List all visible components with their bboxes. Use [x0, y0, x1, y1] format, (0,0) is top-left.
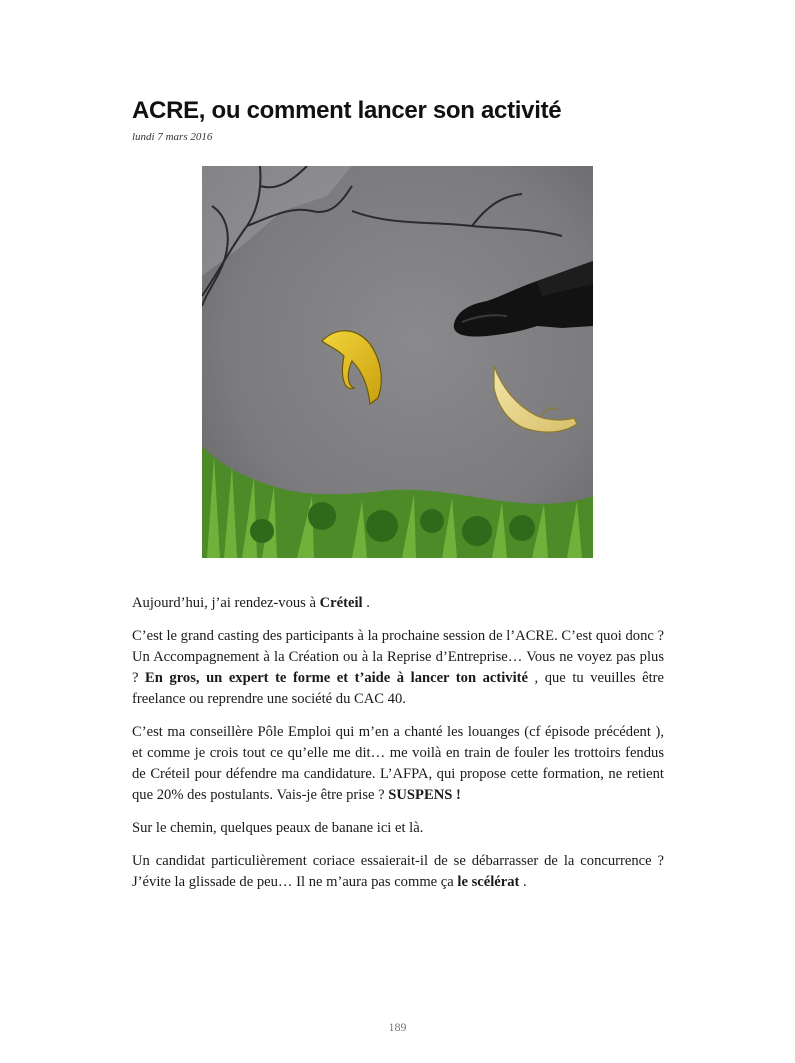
- paragraph-5: Un candidat particulièrement coriace essaierait-il de se débarrasser de la concurrence ? J’évite la glissade de peu… Il ne m’aura pas comme ça le scélérat .: [132, 853, 664, 890]
- photo-illustration: [202, 166, 593, 558]
- article-body: [132, 593, 664, 905]
- paragraph-3: C’est ma conseillère Pôle Emploi qui m’en a chanté les louanges (cf épisode précédent ), et comme je crois tout ce qu’elle me dit… me voilà en train de fouler les trottoirs fendus de Créteil pour défendre ma candidature. L’AFPA, qui propose cette formation, ne retient que 20% des postulants. Vais-je être prise ? SUSPENS !: [132, 724, 664, 803]
- page-number: 189: [388, 1020, 407, 1034]
- paragraph-2: C’est le grand casting des participants à la prochaine session de l’ACRE. C’est quoi donc ? Un Accompagnement à la Création ou à la Reprise d’Entreprise… Vous ne voyez pas plus ? En gros, un expert te forme et t’aide à lancer ton activité , que tu veuilles être freelance ou reprendre une société du CAC 40.: [132, 628, 664, 707]
- article-photo: [202, 166, 593, 558]
- paragraph-4: Sur le chemin, quelques peaux de banane ici et là.: [132, 820, 424, 836]
- post-date: lundi 7 mars 2016: [132, 131, 213, 143]
- paragraph-1: Aujourd’hui, j’ai rendez-vous à Créteil .: [132, 595, 370, 611]
- page-title: ACRE, ou comment lancer son activité: [132, 97, 562, 124]
